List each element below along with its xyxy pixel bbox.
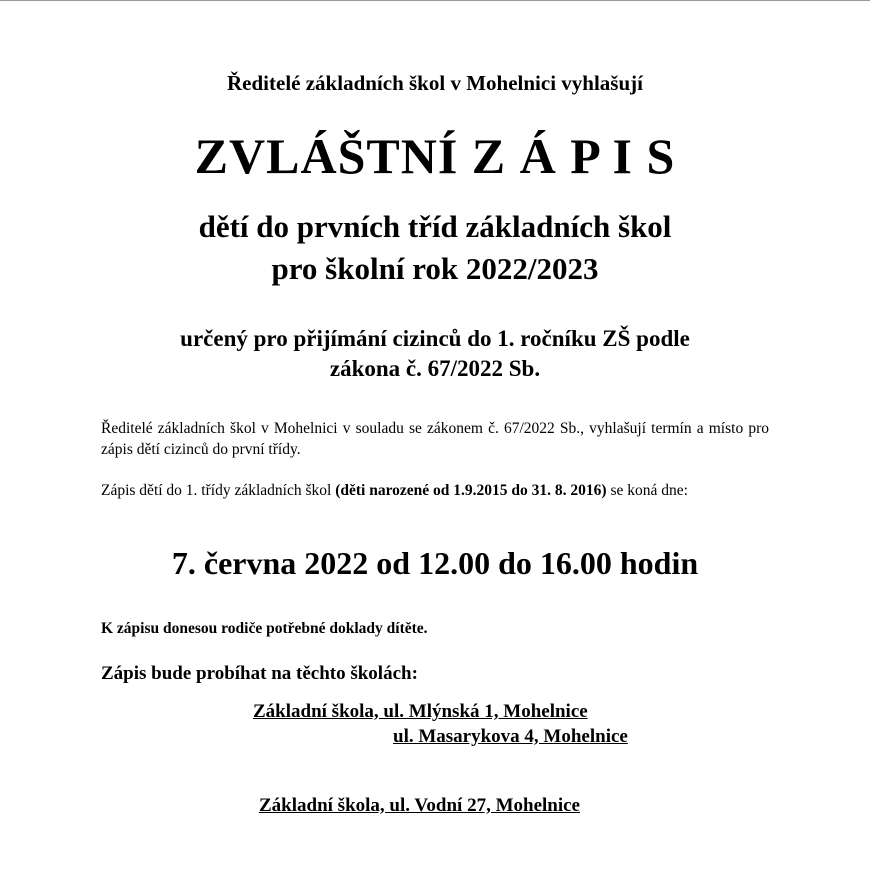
enrollment-paragraph [101,480,769,501]
subtitle-line-2: pro školní rok 2022/2023 [271,251,599,286]
school-vodni: Základní škola, ul. Vodní 27, Mohelnice [259,795,580,816]
detail-line-2: zákona č. 67/2022 Sb. [329,356,541,381]
page-title: ZVLÁŠTNÍ Z Á P I S [194,128,676,184]
subtitle-line-1: dětí do prvních tříd základních škol [198,209,672,244]
birth-date-range: (děti narozené od 1.9.2015 do 31. 8. 2016) [335,482,607,499]
top-border-line [0,0,870,1]
school-mlynska: Základní škola, ul. Mlýnská 1, Mohelnice [253,701,588,722]
enrollment-date: 7. června 2022 od 12.00 do 16.00 hodin [171,545,699,581]
detail-line-1: určený pro přijímání cizinců do 1. ročníku ZŠ podle [180,326,690,351]
school-masarykova: ul. Masarykova 4, Mohelnice [393,726,628,747]
intro-heading: Ředitelé základních škol v Mohelnici vyhlašují [227,71,643,95]
enrollment-text-start: Zápis dětí do 1. třídy základních škol [101,482,336,499]
enrollment-text-end: se koná dne: [606,482,688,499]
announcement-paragraph: Ředitelé základních škol v Mohelnici v souladu se zákonem č. 67/2022 Sb., vyhlašují termín a místo pro zápis dětí cizinců do první třídy. [101,420,769,458]
documents-note: K zápisu donesou rodiče potřebné doklady dítěte. [101,620,428,637]
schools-heading: Zápis bude probíhat na těchto školách: [101,663,418,684]
